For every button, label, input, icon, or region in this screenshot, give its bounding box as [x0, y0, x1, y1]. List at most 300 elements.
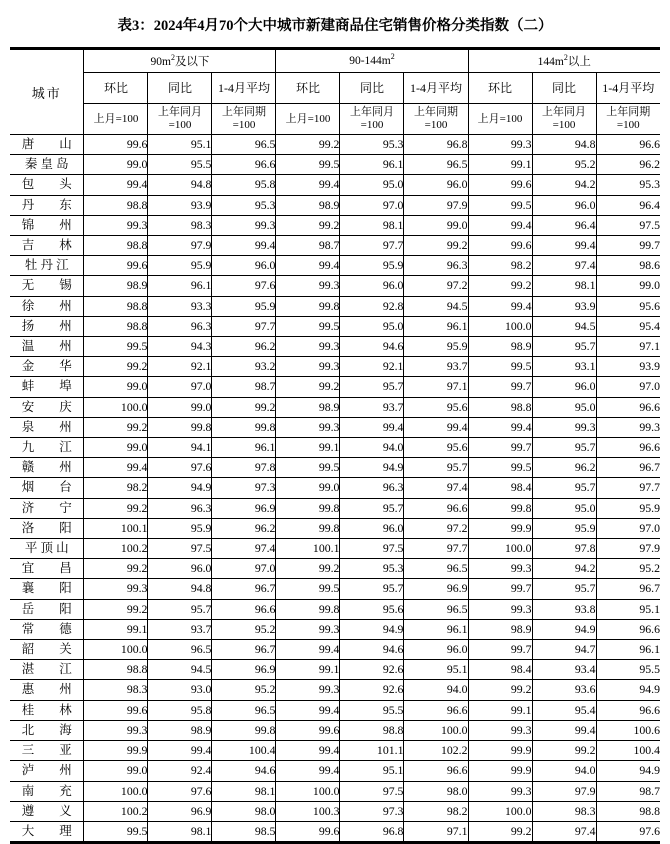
index-value-cell: 94.9	[596, 761, 660, 781]
index-value-cell: 97.0	[596, 518, 660, 538]
index-value-cell: 98.9	[148, 720, 212, 740]
index-value-cell: 99.4	[276, 741, 340, 761]
table-row	[10, 377, 660, 397]
group-header-under-90-main: 90m	[150, 56, 171, 68]
index-value-cell: 99.0	[84, 155, 148, 175]
index-value-cell: 96.1	[404, 619, 468, 639]
group-header-over-144-tail: 以上	[567, 56, 591, 68]
group-header-90-144-sup: 2	[390, 52, 395, 62]
index-value-cell: 96.7	[212, 640, 276, 660]
index-value-cell: 99.8	[276, 599, 340, 619]
index-value-cell: 98.7	[276, 236, 340, 256]
index-value-cell: 99.2	[468, 821, 532, 841]
index-value-cell: 99.1	[84, 619, 148, 639]
index-value-cell: 94.1	[148, 438, 212, 458]
index-value-cell: 99.4	[532, 236, 596, 256]
index-value-cell: 96.6	[596, 397, 660, 417]
index-value-cell: 93.1	[532, 357, 596, 377]
index-value-cell: 97.4	[532, 821, 596, 841]
index-value-cell: 96.0	[340, 518, 404, 538]
index-value-cell: 94.7	[532, 640, 596, 660]
index-value-cell: 100.3	[276, 801, 340, 821]
city-name-cell: 金 华	[10, 357, 84, 377]
index-value-cell: 97.0	[340, 195, 404, 215]
index-value-cell: 97.5	[148, 539, 212, 559]
index-value-cell: 99.2	[276, 135, 340, 155]
index-value-cell: 99.5	[276, 316, 340, 336]
index-value-cell: 94.5	[532, 316, 596, 336]
city-name-cell: 赣 州	[10, 458, 84, 478]
base-header-mom-1: 上月=100	[84, 104, 148, 135]
index-value-cell: 95.6	[404, 397, 468, 417]
index-value-cell: 99.4	[532, 720, 596, 740]
index-value-cell: 92.1	[340, 357, 404, 377]
index-value-cell: 99.4	[148, 741, 212, 761]
index-value-cell: 99.2	[276, 559, 340, 579]
group-header-over-144	[468, 50, 660, 73]
index-value-cell: 93.9	[148, 195, 212, 215]
index-value-cell: 95.7	[532, 438, 596, 458]
index-value-cell: 94.8	[532, 135, 596, 155]
city-name-cell: 蚌 埠	[10, 377, 84, 397]
index-value-cell: 96.4	[532, 215, 596, 235]
index-value-cell: 95.7	[148, 599, 212, 619]
group-header-under-90-tail: 及以下	[174, 56, 210, 68]
index-value-cell: 94.5	[404, 296, 468, 316]
index-value-cell: 92.6	[340, 680, 404, 700]
index-value-cell: 94.9	[340, 458, 404, 478]
index-value-cell: 99.9	[468, 761, 532, 781]
index-value-cell: 95.8	[212, 175, 276, 195]
index-value-cell: 96.2	[212, 518, 276, 538]
index-value-cell: 100.4	[212, 741, 276, 761]
index-value-cell: 94.5	[148, 660, 212, 680]
index-value-cell: 95.2	[212, 680, 276, 700]
index-value-cell: 93.2	[212, 357, 276, 377]
index-value-cell: 98.8	[596, 801, 660, 821]
base-header-avg-1	[212, 104, 276, 135]
index-value-cell: 100.0	[468, 316, 532, 336]
index-value-cell: 99.8	[212, 720, 276, 740]
index-value-cell: 93.7	[340, 397, 404, 417]
city-name-cell: 三 亚	[10, 741, 84, 761]
index-value-cell: 99.2	[276, 215, 340, 235]
city-name-cell: 吉 林	[10, 236, 84, 256]
city-name-cell: 南 充	[10, 781, 84, 801]
index-value-cell: 95.9	[148, 518, 212, 538]
index-value-cell: 99.0	[148, 397, 212, 417]
index-value-cell: 95.7	[532, 579, 596, 599]
index-value-cell: 93.9	[532, 296, 596, 316]
table-row	[10, 397, 660, 417]
index-value-cell: 96.6	[212, 155, 276, 175]
table-row	[10, 135, 660, 155]
group-header-under-90	[84, 50, 276, 73]
index-value-cell: 95.9	[148, 256, 212, 276]
group-header-under-90-sup: 2	[170, 53, 175, 63]
city-name-cell: 济 宁	[10, 498, 84, 518]
table-header	[10, 50, 660, 135]
index-value-cell: 95.2	[532, 155, 596, 175]
index-value-cell: 99.8	[468, 498, 532, 518]
index-value-cell: 99.8	[276, 498, 340, 518]
index-value-cell: 99.6	[84, 135, 148, 155]
city-name-cell: 北 海	[10, 720, 84, 740]
city-name-cell: 湛 江	[10, 660, 84, 680]
index-value-cell: 98.8	[84, 296, 148, 316]
group-header-over-144-main: 144m	[537, 56, 564, 68]
index-value-cell: 99.4	[276, 256, 340, 276]
index-value-cell: 99.0	[84, 761, 148, 781]
city-name-cell: 襄 阳	[10, 579, 84, 599]
city-name-cell: 宜 昌	[10, 559, 84, 579]
index-value-cell: 99.3	[596, 417, 660, 437]
group-header-90-144-main: 90-144m	[349, 55, 391, 67]
index-value-cell: 96.5	[404, 559, 468, 579]
index-value-cell: 99.2	[84, 417, 148, 437]
metric-header-mom-1: 环比	[84, 73, 148, 104]
index-value-cell: 96.5	[148, 640, 212, 660]
index-value-cell: 99.1	[468, 155, 532, 175]
index-value-cell: 99.2	[468, 680, 532, 700]
index-value-cell: 99.3	[468, 599, 532, 619]
index-value-cell: 94.9	[596, 680, 660, 700]
index-value-cell: 95.7	[340, 498, 404, 518]
header-row-groups	[10, 50, 660, 73]
index-value-cell: 96.6	[404, 761, 468, 781]
table-row	[10, 175, 660, 195]
index-value-cell: 100.0	[84, 640, 148, 660]
index-value-cell: 93.0	[148, 680, 212, 700]
index-value-cell: 96.1	[212, 438, 276, 458]
index-value-cell: 96.0	[532, 377, 596, 397]
city-name-cell: 九 江	[10, 438, 84, 458]
index-value-cell: 96.4	[596, 195, 660, 215]
index-value-cell: 99.8	[276, 296, 340, 316]
city-name-cell: 锦 州	[10, 215, 84, 235]
index-value-cell: 98.4	[468, 660, 532, 680]
index-value-cell: 98.9	[468, 619, 532, 639]
city-name-cell: 包 头	[10, 175, 84, 195]
index-value-cell: 99.6	[276, 821, 340, 841]
index-value-cell: 95.9	[596, 498, 660, 518]
index-value-cell: 97.4	[532, 256, 596, 276]
index-value-cell: 98.3	[532, 801, 596, 821]
index-value-cell: 94.3	[148, 337, 212, 357]
index-value-cell: 96.0	[532, 195, 596, 215]
index-value-cell: 93.7	[404, 357, 468, 377]
index-value-cell: 98.9	[276, 397, 340, 417]
table-row	[10, 357, 660, 377]
index-value-cell: 99.0	[404, 215, 468, 235]
index-value-cell: 99.3	[212, 215, 276, 235]
index-value-cell: 97.5	[340, 539, 404, 559]
index-value-cell: 96.1	[404, 316, 468, 336]
index-value-cell: 96.6	[404, 498, 468, 518]
city-name-cell: 烟 台	[10, 478, 84, 498]
index-value-cell: 95.6	[596, 296, 660, 316]
city-name-cell: 秦 皇 岛	[10, 155, 84, 175]
index-value-cell: 97.1	[404, 377, 468, 397]
index-value-cell: 99.6	[84, 700, 148, 720]
index-value-cell: 100.0	[84, 397, 148, 417]
index-value-cell: 97.9	[404, 195, 468, 215]
index-value-cell: 100.0	[468, 539, 532, 559]
city-name-cell: 大 理	[10, 821, 84, 841]
index-value-cell: 99.9	[84, 741, 148, 761]
table-row	[10, 155, 660, 175]
city-name-cell: 桂 林	[10, 700, 84, 720]
base-header-yoy-2-line2: =100	[360, 119, 384, 131]
index-value-cell: 99.4	[276, 175, 340, 195]
index-value-cell: 100.4	[596, 741, 660, 761]
base-header-avg-2	[404, 104, 468, 135]
index-value-cell: 96.8	[340, 821, 404, 841]
index-value-cell: 99.3	[468, 135, 532, 155]
index-value-cell: 98.0	[404, 781, 468, 801]
index-value-cell: 99.4	[468, 215, 532, 235]
index-value-cell: 97.2	[404, 518, 468, 538]
index-value-cell: 99.2	[276, 377, 340, 397]
index-value-cell: 98.7	[596, 781, 660, 801]
index-value-cell: 98.3	[84, 680, 148, 700]
index-value-cell: 99.3	[532, 417, 596, 437]
index-value-cell: 99.8	[276, 518, 340, 538]
city-name-cell: 扬 州	[10, 316, 84, 336]
index-value-cell: 95.1	[148, 135, 212, 155]
index-value-cell: 102.2	[404, 741, 468, 761]
table-row	[10, 458, 660, 478]
index-value-cell: 96.0	[148, 559, 212, 579]
index-value-cell: 99.5	[468, 195, 532, 215]
table-row	[10, 761, 660, 781]
index-value-cell: 97.1	[596, 337, 660, 357]
table-row	[10, 619, 660, 639]
index-value-cell: 96.6	[596, 700, 660, 720]
table-row	[10, 498, 660, 518]
index-value-cell: 99.7	[468, 377, 532, 397]
index-value-cell: 98.8	[84, 195, 148, 215]
table-body	[10, 135, 660, 842]
base-header-yoy-2-line1: 上年同月	[349, 106, 394, 118]
index-value-cell: 95.1	[596, 599, 660, 619]
index-value-cell: 96.2	[596, 155, 660, 175]
index-value-cell: 100.0	[84, 781, 148, 801]
index-value-cell: 96.6	[404, 700, 468, 720]
index-value-cell: 95.5	[340, 700, 404, 720]
index-value-cell: 98.1	[212, 781, 276, 801]
base-header-yoy-1-line1: 上年同月	[157, 106, 202, 118]
index-value-cell: 93.4	[532, 660, 596, 680]
index-value-cell: 99.0	[84, 438, 148, 458]
index-value-cell: 98.1	[148, 821, 212, 841]
index-value-cell: 99.2	[84, 559, 148, 579]
table-row	[10, 417, 660, 437]
index-value-cell: 96.3	[340, 478, 404, 498]
index-value-cell: 97.6	[596, 821, 660, 841]
index-value-cell: 97.3	[212, 478, 276, 498]
base-header-yoy-2	[340, 104, 404, 135]
index-value-cell: 96.9	[212, 660, 276, 680]
index-value-cell: 97.9	[532, 781, 596, 801]
index-value-cell: 95.0	[532, 397, 596, 417]
index-value-cell: 95.6	[340, 599, 404, 619]
index-value-cell: 99.6	[276, 720, 340, 740]
index-value-cell: 99.3	[84, 579, 148, 599]
index-value-cell: 100.6	[596, 720, 660, 740]
table-row	[10, 700, 660, 720]
index-value-cell: 99.4	[276, 761, 340, 781]
index-value-cell: 99.7	[596, 236, 660, 256]
index-value-cell: 94.9	[148, 478, 212, 498]
index-value-cell: 99.3	[84, 215, 148, 235]
index-value-cell: 97.3	[340, 801, 404, 821]
index-value-cell: 98.6	[596, 256, 660, 276]
index-value-cell: 95.7	[340, 579, 404, 599]
city-name-cell: 无 锡	[10, 276, 84, 296]
index-value-cell: 99.5	[468, 357, 532, 377]
base-header-avg-2-line1: 上年同期	[413, 106, 458, 118]
base-header-avg-1-line2: =100	[232, 119, 256, 131]
index-value-cell: 99.4	[468, 296, 532, 316]
page-title: 表3：2024年4月70个大中城市新建商品住宅销售价格分类指数（二）	[117, 18, 553, 34]
index-value-cell: 94.9	[340, 619, 404, 639]
index-value-cell: 96.0	[340, 276, 404, 296]
index-value-cell: 99.3	[468, 781, 532, 801]
city-name-cell: 洛 阳	[10, 518, 84, 538]
index-value-cell: 94.6	[212, 761, 276, 781]
metric-header-mom-3: 环比	[468, 73, 532, 104]
index-value-cell: 95.9	[340, 256, 404, 276]
table-row	[10, 801, 660, 821]
index-value-cell: 96.0	[212, 256, 276, 276]
base-header-avg-1-line1: 上年同期	[221, 106, 266, 118]
index-value-cell: 99.0	[276, 478, 340, 498]
index-value-cell: 96.0	[404, 175, 468, 195]
index-value-cell: 96.6	[596, 135, 660, 155]
index-value-cell: 95.8	[148, 700, 212, 720]
index-value-cell: 97.7	[404, 539, 468, 559]
header-row-bases	[10, 104, 660, 135]
index-value-cell: 96.3	[148, 316, 212, 336]
index-value-cell: 99.5	[84, 821, 148, 841]
index-value-cell: 99.4	[276, 700, 340, 720]
table-row	[10, 195, 660, 215]
base-header-avg-3	[596, 104, 660, 135]
index-value-cell: 94.0	[404, 680, 468, 700]
index-value-cell: 95.3	[340, 559, 404, 579]
index-value-cell: 99.3	[276, 357, 340, 377]
index-value-cell: 94.9	[532, 619, 596, 639]
index-value-cell: 95.5	[596, 660, 660, 680]
index-value-cell: 96.1	[148, 276, 212, 296]
index-value-cell: 99.2	[84, 498, 148, 518]
base-header-yoy-3	[532, 104, 596, 135]
index-value-cell: 100.2	[84, 801, 148, 821]
index-value-cell: 97.1	[404, 821, 468, 841]
index-value-cell: 96.5	[212, 135, 276, 155]
city-name-cell: 韶 关	[10, 640, 84, 660]
index-value-cell: 95.1	[404, 660, 468, 680]
index-value-cell: 99.0	[84, 377, 148, 397]
index-value-cell: 99.3	[276, 680, 340, 700]
index-value-cell: 98.5	[212, 821, 276, 841]
index-value-cell: 96.7	[596, 458, 660, 478]
index-value-cell: 93.8	[532, 599, 596, 619]
index-value-cell: 97.9	[596, 539, 660, 559]
index-value-cell: 97.5	[340, 781, 404, 801]
city-name-cell: 唐 山	[10, 135, 84, 155]
index-value-cell: 97.9	[148, 236, 212, 256]
table-row	[10, 478, 660, 498]
index-value-cell: 96.5	[404, 155, 468, 175]
index-value-cell: 96.6	[212, 599, 276, 619]
metric-header-avg-3: 1-4月平均	[596, 73, 660, 104]
table-row	[10, 337, 660, 357]
index-value-cell: 92.8	[340, 296, 404, 316]
index-value-cell: 98.4	[468, 478, 532, 498]
index-value-cell: 100.1	[276, 539, 340, 559]
index-value-cell: 97.6	[148, 781, 212, 801]
index-value-cell: 99.2	[84, 599, 148, 619]
index-value-cell: 99.4	[276, 640, 340, 660]
index-value-cell: 98.8	[340, 720, 404, 740]
index-value-cell: 99.3	[276, 417, 340, 437]
metric-header-yoy-1: 同比	[148, 73, 212, 104]
index-value-cell: 98.8	[84, 236, 148, 256]
city-name-cell: 平 顶 山	[10, 539, 84, 559]
index-value-cell: 99.4	[84, 175, 148, 195]
index-value-cell: 96.9	[148, 801, 212, 821]
index-value-cell: 95.2	[596, 559, 660, 579]
index-value-cell: 95.0	[340, 316, 404, 336]
index-value-cell: 97.0	[596, 377, 660, 397]
index-value-cell: 98.0	[212, 801, 276, 821]
index-value-cell: 95.2	[212, 619, 276, 639]
base-header-mom-3: 上月=100	[468, 104, 532, 135]
index-value-cell: 99.5	[276, 579, 340, 599]
table-row	[10, 296, 660, 316]
index-value-cell: 96.9	[404, 579, 468, 599]
metric-header-avg-2: 1-4月平均	[404, 73, 468, 104]
group-header-over-144-sup: 2	[563, 53, 568, 63]
metric-header-yoy-2: 同比	[340, 73, 404, 104]
metric-header-mom-2: 环比	[276, 73, 340, 104]
table-row	[10, 276, 660, 296]
index-value-cell: 94.8	[148, 175, 212, 195]
index-value-cell: 98.9	[276, 195, 340, 215]
index-value-cell: 95.0	[340, 175, 404, 195]
index-value-cell: 96.5	[404, 599, 468, 619]
table-row	[10, 741, 660, 761]
index-value-cell: 96.1	[340, 155, 404, 175]
index-value-cell: 95.7	[404, 458, 468, 478]
city-name-cell: 丹 东	[10, 195, 84, 215]
index-value-cell: 95.5	[148, 155, 212, 175]
column-header-city: 城市	[10, 50, 84, 135]
index-value-cell: 100.2	[84, 539, 148, 559]
index-value-cell: 97.5	[596, 215, 660, 235]
index-value-cell: 96.0	[404, 640, 468, 660]
index-value-cell: 97.6	[148, 458, 212, 478]
metric-header-avg-1: 1-4月平均	[212, 73, 276, 104]
base-header-avg-2-line2: =100	[424, 119, 448, 131]
index-value-cell: 96.2	[532, 458, 596, 478]
index-value-cell: 96.7	[596, 579, 660, 599]
city-name-cell: 常 德	[10, 619, 84, 639]
index-value-cell: 98.1	[532, 276, 596, 296]
index-value-cell: 97.7	[212, 316, 276, 336]
